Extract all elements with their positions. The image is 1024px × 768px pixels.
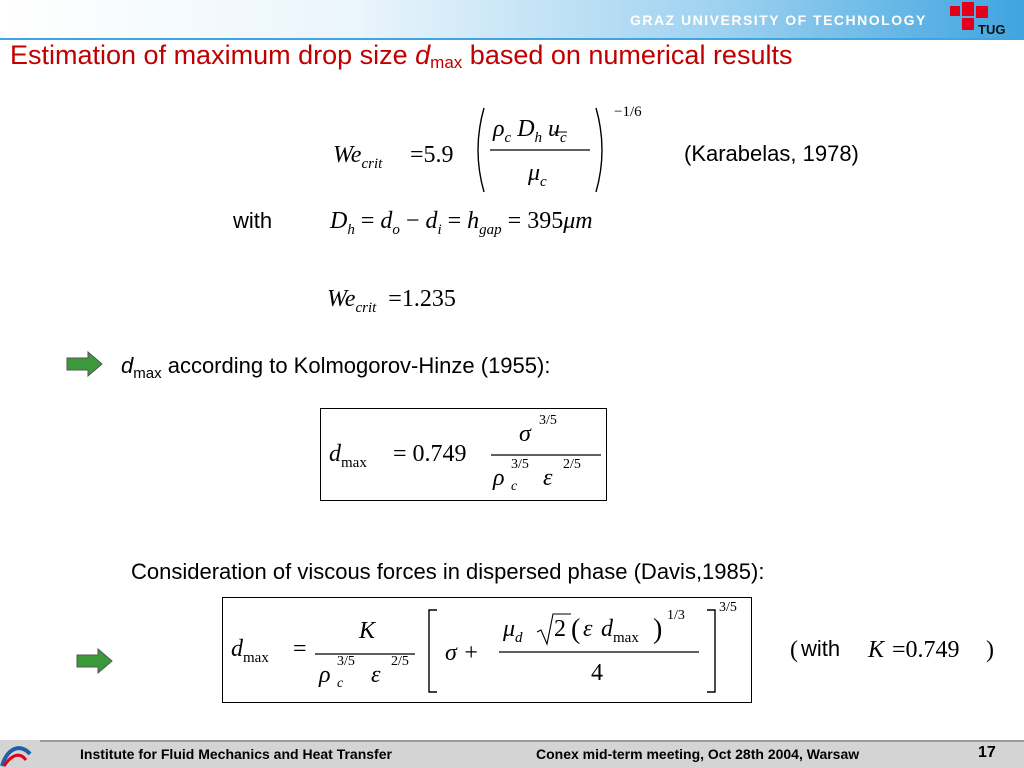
- right-arrow-icon: [76, 648, 114, 674]
- logo-text: TUG: [978, 22, 1006, 37]
- davis-line: Consideration of viscous forces in dispersed phase (Davis,1985):: [131, 559, 765, 584]
- right-arrow-icon: [66, 351, 104, 377]
- footer-institute: Institute for Fluid Mechanics and Heat Transfer: [80, 746, 392, 762]
- footer-meeting: Conex mid-term meeting, Oct 28th 2004, Warsaw: [536, 746, 860, 762]
- equation-box-davis: $d_{max}$ = K ρ 3/5 c ε 2/5 σ + $\mu_d$ 2 ( ε $d_{max}$ ) 1/3 4 3/5: [222, 597, 752, 703]
- equation-hydraulic-diameter: $D_h = d_o - d_i = h_{gap} = 395\mu m$: [330, 208, 593, 238]
- citation-karabelas: (Karabelas, 1978): [684, 141, 859, 166]
- page-number: 17: [978, 744, 996, 761]
- tug-logo: [948, 2, 1012, 40]
- with-label: with: [233, 208, 273, 233]
- kolmogorov-hinze-line: $d_{max}$ according to Kolmogorov-Hinze (1955):: [121, 353, 551, 382]
- university-name: GRAZ UNIVERSITY OF TECHNOLOGY: [630, 12, 927, 28]
- equation-weber-value: $We_{crit} =1.235$: [327, 286, 456, 316]
- slide-title: Estimation of maximum drop size $d_{max}$ based on numerical results: [10, 40, 793, 72]
- equation-box-kolmogorov: $d_{max}$ = 0.749 σ 3/5 ρ 3/5 c ε 2/5: [320, 408, 607, 501]
- institute-logo-icon: [0, 740, 40, 768]
